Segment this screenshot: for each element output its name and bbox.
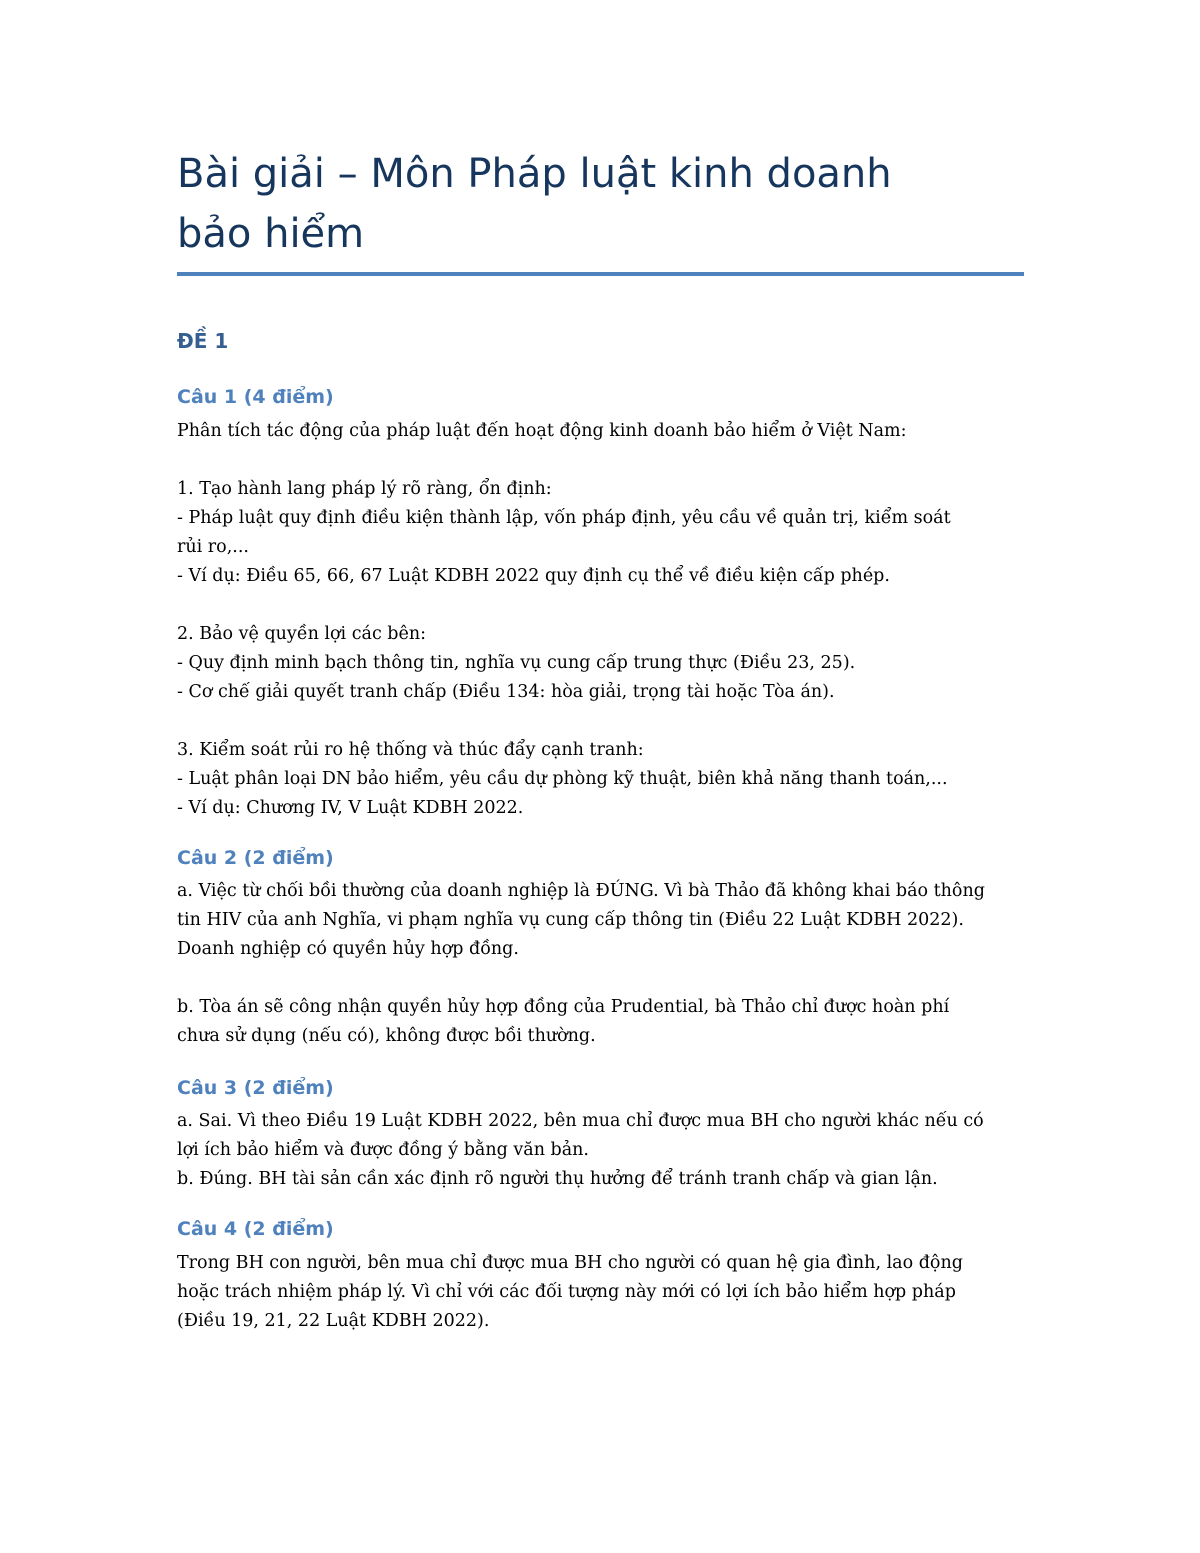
question-3-body <box>177 1107 1027 1194</box>
text-line: 3. Kiểm soát rủi ro hệ thống và thúc đẩy cạnh tranh: <box>177 740 644 760</box>
text-line: Doanh nghiệp có quyền hủy hợp đồng. <box>177 939 519 959</box>
text-line: - Cơ chế giải quyết tranh chấp (Điều 134: hòa giải, trọng tài hoặc Tòa án). <box>177 682 835 702</box>
text-line: rủi ro,... <box>177 537 249 557</box>
question-2-body <box>177 877 1027 1051</box>
blank-line <box>177 964 1027 993</box>
text-line: - Ví dụ: Chương IV, V Luật KDBH 2022. <box>177 798 524 818</box>
text-line: - Pháp luật quy định điều kiện thành lập, vốn pháp định, yêu cầu về quản trị, kiểm soát <box>177 508 951 528</box>
text-line: chưa sử dụng (nếu có), không được bồi thường. <box>177 1026 596 1046</box>
text-line: 1. Tạo hành lang pháp lý rõ ràng, ổn định: <box>177 479 552 499</box>
text-line: hoặc trách nhiệm pháp lý. Vì chỉ với các đối tượng này mới có lợi ích bảo hiểm hợp pháp <box>177 1282 956 1302</box>
text-line: - Ví dụ: Điều 65, 66, 67 Luật KDBH 2022 quy định cụ thể về điều kiện cấp phép. <box>177 566 890 586</box>
exam-label: ĐỀ 1 <box>177 329 229 353</box>
text-line: a. Sai. Vì theo Điều 19 Luật KDBH 2022, bên mua chỉ được mua BH cho người khác nếu có <box>177 1111 984 1131</box>
title-line-2: bảo hiểm <box>177 211 365 257</box>
text-line: tin HIV của anh Nghĩa, vi phạm nghĩa vụ cung cấp thông tin (Điều 22 Luật KDBH 2022). <box>177 910 964 930</box>
text-line: a. Việc từ chối bồi thường của doanh nghiệp là ĐÚNG. Vì bà Thảo đã không khai báo thông <box>177 881 985 901</box>
blank-line <box>177 707 1027 736</box>
text-line: - Luật phân loại DN bảo hiểm, yêu cầu dự phòng kỹ thuật, biên khả năng thanh toán,... <box>177 769 948 789</box>
text-line: 2. Bảo vệ quyền lợi các bên: <box>177 624 427 644</box>
document-title <box>177 144 1027 264</box>
text-line: Trong BH con người, bên mua chỉ được mua BH cho người có quan hệ gia đình, lao động <box>177 1253 963 1273</box>
text-line: lợi ích bảo hiểm và được đồng ý bằng văn bản. <box>177 1140 589 1160</box>
text-line: - Quy định minh bạch thông tin, nghĩa vụ cung cấp trung thực (Điều 23, 25). <box>177 653 856 673</box>
text-line: b. Đúng. BH tài sản cần xác định rõ người thụ hưởng để tránh tranh chấp và gian lận. <box>177 1169 938 1189</box>
blank-line <box>177 446 1027 475</box>
title-line-1: Bài giải – Môn Pháp luật kinh doanh <box>177 151 892 197</box>
blank-line <box>177 591 1027 620</box>
question-4-body <box>177 1249 1027 1336</box>
question-3-heading: Câu 3 (2 điểm) <box>177 1077 334 1099</box>
text-line: (Điều 19, 21, 22 Luật KDBH 2022). <box>177 1311 490 1331</box>
title-underline-rule <box>177 272 1024 276</box>
question-4-heading: Câu 4 (2 điểm) <box>177 1218 334 1240</box>
question-1-body <box>177 417 1027 823</box>
question-1-heading: Câu 1 (4 điểm) <box>177 386 334 408</box>
text-line: Phân tích tác động của pháp luật đến hoạt động kinh doanh bảo hiểm ở Việt Nam: <box>177 421 907 441</box>
question-2-heading: Câu 2 (2 điểm) <box>177 847 334 869</box>
text-line: b. Tòa án sẽ công nhận quyền hủy hợp đồng của Prudential, bà Thảo chỉ được hoàn phí <box>177 997 950 1017</box>
